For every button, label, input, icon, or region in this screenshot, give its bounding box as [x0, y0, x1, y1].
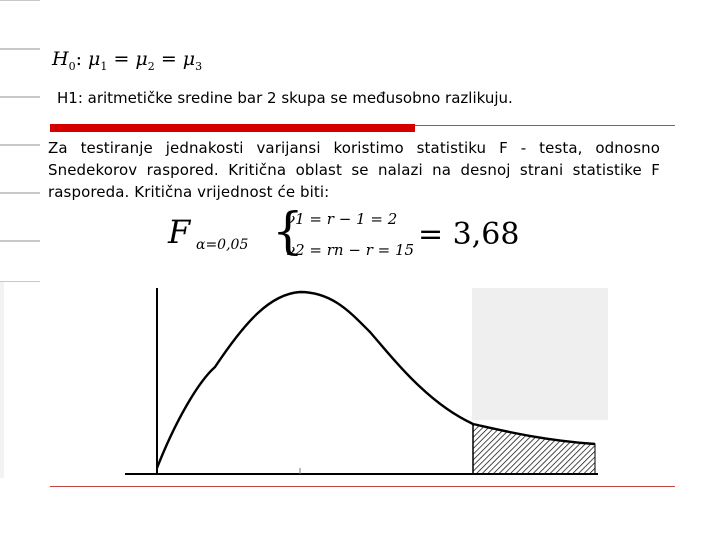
decor-square	[0, 0, 40, 50]
h0-subscript: 0	[68, 59, 76, 73]
equals-sign: =	[160, 48, 177, 70]
h0-letter: H	[52, 48, 69, 70]
figure-gray-block	[472, 288, 608, 420]
alternative-hypothesis: H1: aritmetičke sredine bar 2 skupa se međusobno razlikuju.	[57, 89, 513, 107]
critical-value-result: = 3,68	[418, 217, 520, 252]
f-distribution-figure	[0, 282, 610, 478]
decor-square	[0, 240, 40, 282]
bottom-divider	[50, 486, 675, 487]
nu2-expression: ν2 = rn − r = 15	[286, 241, 415, 259]
brace-symbol: {	[272, 202, 304, 260]
mu-2-subscript: 2	[147, 59, 155, 73]
critical-value-formula	[168, 202, 548, 265]
figure-left-edge	[0, 282, 4, 478]
critical-region-hatch	[473, 424, 595, 474]
alpha-subscript: α=0,05	[196, 237, 249, 253]
mu-3-subscript: 3	[195, 59, 203, 73]
decor-square	[0, 96, 40, 146]
decor-square	[0, 144, 40, 194]
nu1-expression: ν1 = r − 1 = 2	[286, 210, 398, 228]
null-hypothesis	[52, 48, 202, 73]
mu-3: μ	[182, 48, 196, 70]
equals-sign: =	[113, 48, 130, 70]
decor-square	[0, 192, 40, 242]
body-paragraph: Za testiranje jednakosti varijansi koristimo statistiku F - testa, odnosno Snedekorov raspored. Kritična oblast se nalazi na desnoj strani statistike F rasporeda. Kritična vrijednost će biti:	[48, 139, 660, 201]
f-symbol: F	[168, 213, 191, 251]
thin-divider	[415, 125, 675, 126]
decor-square	[0, 48, 40, 98]
h0-colon: :	[75, 48, 82, 70]
mu-2: μ	[135, 48, 148, 70]
red-divider	[50, 124, 415, 132]
mu-1-subscript: 1	[100, 59, 108, 73]
mu-1: μ	[88, 48, 101, 70]
